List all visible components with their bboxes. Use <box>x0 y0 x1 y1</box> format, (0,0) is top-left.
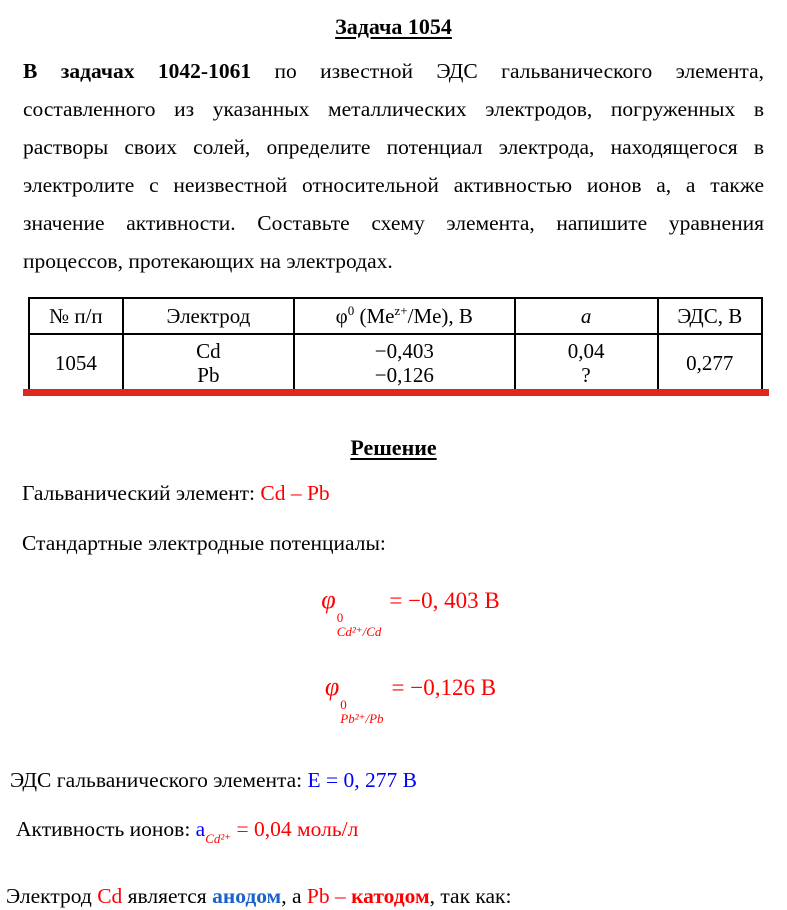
cell-activity <box>515 334 658 392</box>
anode-word: анодом <box>212 884 282 908</box>
header-potential <box>294 298 515 334</box>
formula-pb-potential <box>0 672 787 726</box>
cell-value: Cd – Pb <box>260 481 330 505</box>
potential-2: −0,126 <box>374 363 434 387</box>
phi-sup: 0 <box>347 303 355 318</box>
formula-value: = −0,126 В <box>391 675 497 700</box>
emf-value: E = 0, 277 В <box>307 768 418 792</box>
activity-value: = 0,04 моль/л <box>231 817 359 841</box>
phi-symbol: φ <box>324 672 340 701</box>
cell-potential <box>294 334 515 392</box>
header-num: № п/п <box>29 298 123 334</box>
phi-symbol: φ <box>335 304 348 328</box>
emf-line <box>10 766 787 794</box>
potential-1: −0,403 <box>374 339 434 363</box>
activity-2: ? <box>581 363 591 387</box>
page-title-text: Задача 1054 <box>335 14 452 39</box>
cell-emf: 0,277 <box>658 334 762 392</box>
text-segment: , так как: <box>429 884 512 908</box>
electrode-roles-line <box>6 882 787 910</box>
phi-sub: Cd²⁺/Cd <box>336 624 382 639</box>
formula-value: = −0, 403 В <box>389 588 500 613</box>
galvanic-cell-line <box>22 479 787 507</box>
header-activity: a <box>515 298 658 334</box>
problem-text: по известной ЭДС гальванического элемента, составленного из указанных металлических электродов, погруженных в растворы своих солей, определите потенциал электрода, находящегося в электролите с неизвестной относительной активностью ионов a, а также значение активности. Составьте схему элемента, напишите уравнения процессов, протекающих на электродах. <box>23 59 764 273</box>
cell-num: 1054 <box>29 334 123 392</box>
problem-range: В задачах 1042-1061 <box>23 59 252 83</box>
activity-1: 0,04 <box>567 339 605 363</box>
text-segment: является <box>122 884 213 908</box>
problem-statement <box>23 52 764 280</box>
cd-red: Cd <box>97 884 123 908</box>
potentials-label: Стандартные электродные потенциалы: <box>22 531 386 555</box>
text-segment: Электрод <box>6 884 98 908</box>
activity-subscript: Cd²⁺ <box>205 831 232 846</box>
electrode-1: Cd <box>196 339 221 363</box>
data-table <box>28 297 763 393</box>
page-title <box>0 0 787 40</box>
phi-supsub <box>340 698 383 726</box>
data-table-wrapper <box>28 297 763 393</box>
red-underline-rule <box>23 389 769 396</box>
phi-supsub <box>337 611 382 639</box>
activity-symbol: a <box>195 817 206 841</box>
phi-sup: 0 <box>340 697 347 712</box>
header-electrode: Электрод <box>123 298 294 334</box>
phi-sup: 0 <box>336 610 344 625</box>
phi-mid: (Me <box>354 304 395 328</box>
electrode-2: Pb <box>197 363 220 387</box>
solution-heading <box>0 435 787 461</box>
solution-heading-text: Решение <box>350 435 437 460</box>
activity-label: Активность ионов: <box>16 817 196 841</box>
cathode-word: катодом <box>351 884 430 908</box>
phi-supz: z+ <box>394 303 408 318</box>
activity-line <box>16 815 787 853</box>
header-emf: ЭДС, В <box>658 298 762 334</box>
cell-electrode <box>123 334 294 392</box>
table-header-row <box>29 298 762 334</box>
table-row <box>29 334 762 392</box>
cell-label: Гальванический элемент: <box>22 481 261 505</box>
formula-cd-potential <box>0 585 787 639</box>
pb-red: Pb – <box>306 884 352 908</box>
phi-end: /Me), В <box>407 304 473 328</box>
phi-sub: Pb²⁺/Pb <box>340 711 384 726</box>
phi-symbol: φ <box>321 585 336 614</box>
emf-label: ЭДС гальванического элемента: <box>10 768 308 792</box>
potentials-label-line <box>22 529 787 557</box>
text-segment: , а <box>281 884 307 908</box>
